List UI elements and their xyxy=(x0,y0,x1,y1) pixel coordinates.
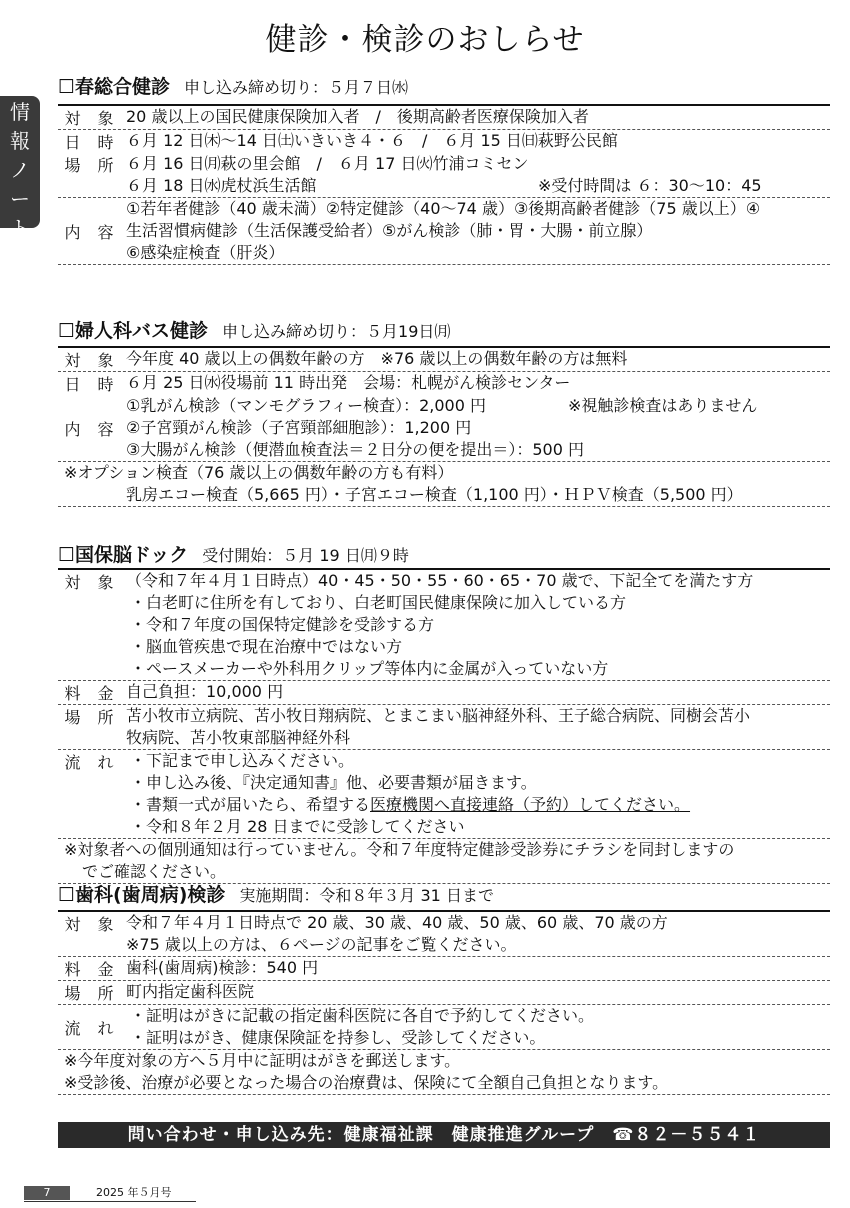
side-tab-char: ノ xyxy=(10,158,30,182)
table-row: 対 象 （令和７年４月１日時点）40・45・50・55・60・65・70 歳で、下記全てを満たす方 ・白老町に住所を有しており、白老町国民健康保険に加入している方 ・令和７年度の国保特定健診を受診する方 ・脳血管疾患で現在治療中ではない方 ・ペースメーカーや外科用クリップ等体内に金属が入っていない方 xyxy=(58,568,830,680)
table-row: ※オプション検査（76 歳以上の偶数年齢の方も有料） 乳房エコー検査（5,665 円）・子宮エコー検査（1,100 円）・ＨＰＶ検査（5,500 円） xyxy=(58,461,830,507)
side-tab-char: ー xyxy=(10,187,30,211)
dental-table xyxy=(58,910,830,1095)
table-row: ※今年度対象の方へ５月中に証明はがきを郵送します。 ※受診後、治療が必要となった場合の治療費は、保険にて全額自己負担となります。 xyxy=(58,1049,830,1095)
table-row: 流 れ ・証明はがきに記載の指定歯科医院に各自で予約してください。 ・証明はがき、健康保険証を持参し、受診してください。 xyxy=(58,1004,830,1049)
table-row: 対 象 今年度 40 歳以上の偶数年齢の方 ※76 歳以上の偶数年齢の方は無料 xyxy=(58,346,830,371)
footer-divider xyxy=(24,1201,196,1202)
issue-date: 2025 年５月号 xyxy=(96,1186,172,1199)
page-number: 7 xyxy=(24,1186,70,1200)
table-row: 対 象 令和７年４月１日時点で 20 歳、30 歳、40 歳、50 歳、60 歳、70 歳の方 ※75 歳以上の方は、６ページの記事をご覧ください。 xyxy=(58,910,830,956)
section-title-spring: ☐春総合健診 申し込み締め切り：５月７日㈬ xyxy=(58,76,409,98)
table-row: 日 時 ６月 25 日㈬役場前 11 時出発 会場：札幌がん検診センター xyxy=(58,371,830,395)
table-row: 内 容 ①乳がん検診（マンモグラフィー検査）：2,000 円 ※視触診検査はありません ②子宮頸がん検診（子宮頸部細胞診）：1,200 円 ③大腸がん検診（便潜血検査法＝２日分の便を提出＝）：500 円 xyxy=(64,396,758,459)
table-row: 場 所 ６月 16 日㈪萩の里会館 / ６月 17 日㈫竹浦コミセン ６月 18 日㈬虎杖浜生活館 ※受付時間は ６：30〜10：45 xyxy=(64,154,762,195)
section-period: 実施期間：令和８年３月 31 日まで xyxy=(239,886,494,905)
bus-table xyxy=(58,346,830,507)
table-row: 料 金 自己負担：10,000 円 xyxy=(58,680,830,704)
reception-time-note: ※受付時間は ６：30〜10：45 xyxy=(538,176,762,195)
section-start: 受付開始：５月 19 日㈪９時 xyxy=(202,546,409,565)
brain-dock-table xyxy=(58,568,830,884)
page-title: 健診・検診のおしらせ xyxy=(265,22,585,58)
contact-hospital-directly: 医療機関へ直接連絡（予約）してください。 xyxy=(370,795,691,814)
table-row: 内 容 ①若年者健診（40 歳未満）②特定健診（40〜74 歳）③後期高齢者健診（75 歳以上）④ 生活習慣病健診（生活保護受給者）⑤がん検診（肺・胃・大腸・前立腺） ⑥感染症検査（肝炎） xyxy=(58,197,830,265)
table-row: 場 所 苫小牧市立病院、苫小牧日翔病院、とまこまい脳神経外科、王子総合病院、同樹会苫小 牧病院、苫小牧東部脳神経外科 xyxy=(58,704,830,749)
spring-table xyxy=(58,104,830,265)
table-row: 流 れ ・下記まで申し込みください。 ・申し込み後、『決定通知書』他、必要書類が届きます。 ・書類一式が届いたら、希望する医療機関へ直接連絡（予約）してください。 ・令和８年２月 28 日までに受診してください xyxy=(58,749,830,838)
side-tab-char: 情 xyxy=(10,100,30,124)
side-tab-char: 報 xyxy=(10,129,30,153)
table-row: 対 象 20 歳以上の国民健康保険加入者 / 後期高齢者医療保険加入者 xyxy=(58,104,830,129)
table-row: ※対象者への個別通知は行っていません。令和７年度特定健診受診券にチラシを同封しますの でご確認ください。 xyxy=(58,838,830,884)
table-row: 日 時 ６月 12 日㈭〜14 日㈯いきいき４・６ / ６月 15 日㈰萩野公民館 xyxy=(58,129,830,153)
section-title-brain-dock: ☐国保脳ドック 受付開始：５月 19 日㈪９時 xyxy=(58,544,409,566)
section-title-bus: ☐婦人科バス健診 申し込み締め切り：５月19日㈪ xyxy=(58,320,451,342)
table-row: 料 金 歯科(歯周病)検診：540 円 xyxy=(58,956,830,980)
table-row: 場 所 町内指定歯科医院 xyxy=(58,980,830,1004)
section-deadline: 申し込み締め切り：５月７日㈬ xyxy=(184,78,409,97)
side-tab-char: ト xyxy=(10,216,30,240)
contact-bar: 問い合わせ・申し込み先：健康福祉課 健康推進グループ ☎８２－５５４１ xyxy=(58,1122,830,1148)
section-title-dental: ☐歯科(歯周病)検診 実施期間：令和８年３月 31 日まで xyxy=(58,884,494,906)
side-tab-info-note xyxy=(0,96,40,240)
section-deadline: 申し込み締め切り：５月19日㈪ xyxy=(222,322,451,341)
